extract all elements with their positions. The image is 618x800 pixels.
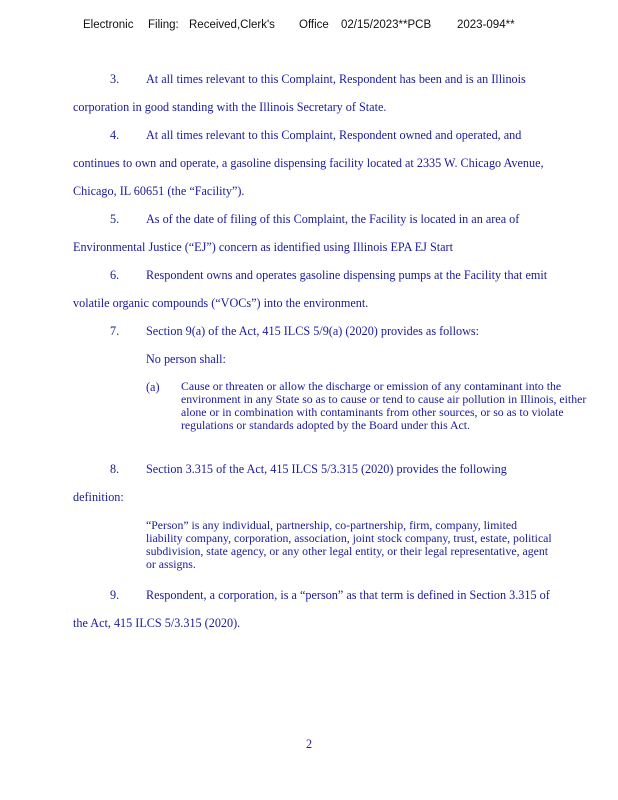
quoted-subsection-text: Cause or threaten or allow the discharge or emission of any contaminant into the environment in any State so as to cause or tend to cause air pollution in Illinois, either alone or in combination with contaminants from other sources, or so as to violate regulations or standards adopted by the Board under this Act. [181, 379, 587, 432]
paragraph-text: the Act, 415 ILCS 5/3.315 (2020). [73, 616, 241, 630]
subsection-letter: (a) [146, 380, 160, 394]
stamp-docket: 2023-094** [457, 19, 515, 31]
paragraph-text: As of the date of filing of this Complaint, the Facility is located in an area of [146, 212, 520, 226]
stamp-filing: Filing: [148, 19, 179, 31]
paragraph-text: Environmental Justice (“EJ”) concern as identified using Illinois EPA EJ Start [73, 240, 453, 254]
paragraph-text: At all times relevant to this Complaint, Respondent owned and operated, and [146, 128, 522, 142]
paragraph-number: 9. [110, 588, 120, 602]
stamp-electronic: Electronic [83, 19, 134, 31]
paragraph-number: 7. [110, 324, 120, 338]
paragraph-number: 6. [110, 268, 120, 282]
paragraph-text: At all times relevant to this Complaint, Respondent has been and is an Illinois [146, 72, 526, 86]
stamp-received: Received,Clerk's [189, 19, 275, 31]
paragraph-number: 3. [110, 72, 120, 86]
paragraph-text: Respondent owns and operates gasoline dispensing pumps at the Facility that emit [146, 268, 548, 282]
stamp-date: 02/15/2023**PCB [341, 19, 432, 31]
paragraph-text: Section 3.315 of the Act, 415 ILCS 5/3.315 (2020) provides the following [146, 462, 507, 476]
paragraph-text: corporation in good standing with the Illinois Secretary of State. [73, 100, 387, 114]
page-number: 2 [305, 737, 313, 751]
paragraph-text: volatile organic compounds (“VOCs”) into the environment. [73, 296, 369, 310]
quoted-heading: No person shall: [146, 352, 226, 366]
paragraph-number: 8. [110, 462, 120, 476]
paragraph-text: definition: [73, 490, 124, 504]
paragraph-text: Section 9(a) of the Act, 415 ILCS 5/9(a) (2020) provides as follows: [146, 324, 480, 338]
paragraph-number: 4. [110, 128, 120, 142]
paragraph-text: Chicago, IL 60651 (the “Facility”). [73, 184, 245, 198]
stamp-office: Office [299, 19, 329, 31]
paragraph-text: continues to own and operate, a gasoline dispensing facility located at 2335 W. Chicago Avenue, [73, 156, 544, 170]
paragraph-number: 5. [110, 212, 120, 226]
definition-blockquote: “Person” is any individual, partnership, co-partnership, firm, company, limited liability company, corporation, association, joint stock company, trust, estate, political subdivision, state agency, or any other legal entity, or their legal representative, agent or assigns. [146, 518, 552, 571]
paragraph-text: Respondent, a corporation, is a “person” as that term is defined in Section 3.315 of [146, 588, 550, 602]
